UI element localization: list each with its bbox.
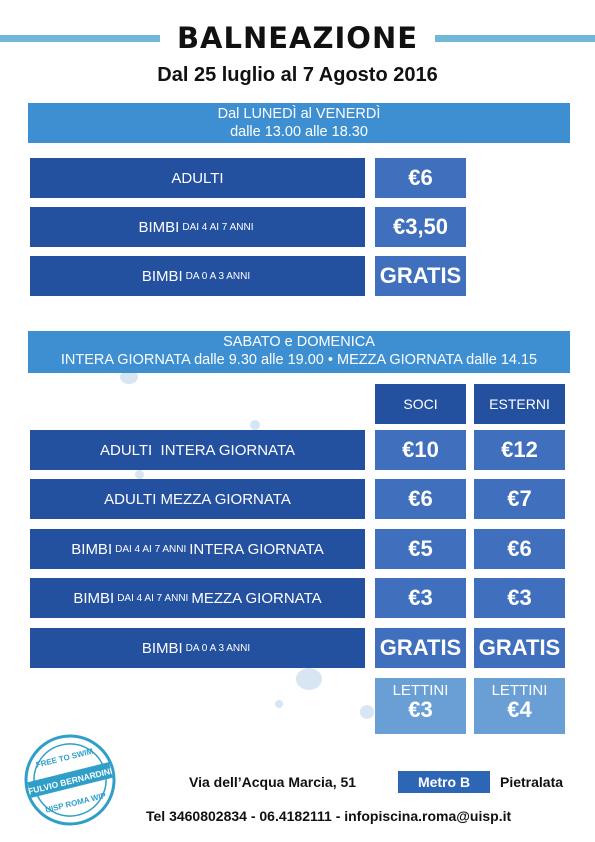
column-header-esterni: ESTERNI [474,384,565,424]
row-age-range: DAI 4 AI 7 ANNI [115,543,187,555]
stamp-top-text: FREE TO SWIM [35,746,95,770]
lettini-soci [375,678,466,734]
weekend-row [30,430,365,470]
lettini-price: €3 [408,697,433,722]
price-soci: €6 [375,479,466,519]
price-esterni: GRATIS [474,628,565,668]
row-label: BIMBI [71,540,113,558]
row-age-range: DA 0 A 3 ANNI [185,642,251,654]
row-suffix: MEZZA GIORNATA [191,589,322,607]
stamp-logo-graphic [20,730,120,830]
row-suffix: INTERA GIORNATA [189,540,324,558]
row-label: BIMBI [73,589,115,607]
weekday-days: Dal LUNEDÌ al VENERDÌ [217,106,381,122]
price-soci: €10 [375,430,466,470]
row-age-range: DAI 4 AI 7 ANNI [117,592,189,604]
weekend-schedule-band [28,331,570,373]
address: Via dell’Acqua Marcia, 51 [189,774,357,790]
contact-line: Tel 3460802834 - 06.4182111 - infopiscina.roma@uisp.it [146,808,512,824]
price-soci: €3 [375,578,466,618]
price-soci: GRATIS [375,628,466,668]
row-label: ADULTI INTERA GIORNATA [99,441,296,459]
weekday-row-bimbi-0-3 [30,256,365,296]
row-label: BIMBI [141,639,183,657]
price-esterni: €12 [474,430,565,470]
row-label: BIMBI [138,218,180,236]
row-label: ADULTI [171,169,224,187]
weekday-row-adulti [30,158,365,198]
weekend-hours: INTERA GIORNATA dalle 9.30 alle 19.00 • MEZZA GIORNATA dalle 14.15 [60,352,538,368]
column-header-soci: SOCI [375,384,466,424]
metro-station: Pietralata [500,774,564,790]
metro-badge: Metro B [398,771,490,793]
weekend-row [30,529,365,569]
weekend-row [30,479,365,519]
row-label: BIMBI [141,267,183,285]
weekday-schedule-band [28,103,570,143]
stamp-middle-text: FULVIO BERNARDINI [27,765,114,797]
page-title: BALNEAZIONE [176,21,419,55]
row-label: ADULTI MEZZA GIORNATA [104,490,291,508]
weekend-days: SABATO e DOMENICA [223,334,375,350]
price-esterni: €6 [474,529,565,569]
price-esterni: €3 [474,578,565,618]
price-esterni: €7 [474,479,565,519]
row-age-range: DAI 4 AI 7 ANNI [182,221,254,233]
weekday-row-bimbi-4-7 [30,207,365,247]
price-soci: €5 [375,529,466,569]
row-age-range: DA 0 A 3 ANNI [185,270,251,282]
weekday-hours: dalle 13.00 alle 18.30 [230,124,368,140]
lettini-esterni [474,678,565,734]
stamp-logo [20,730,120,830]
weekend-row [30,578,365,618]
lettini-label: LETTINI [392,682,449,699]
price-cell: €6 [375,158,466,198]
lettini-price: €4 [507,697,532,722]
weekend-row [30,628,365,668]
price-cell: €3,50 [375,207,466,247]
lettini-label: LETTINI [491,682,548,699]
stamp-bottom-text: UISP ROMA WIP [44,790,107,815]
date-range: Dal 25 luglio al 7 Agosto 2016 [157,64,438,86]
price-cell: GRATIS [375,256,466,296]
